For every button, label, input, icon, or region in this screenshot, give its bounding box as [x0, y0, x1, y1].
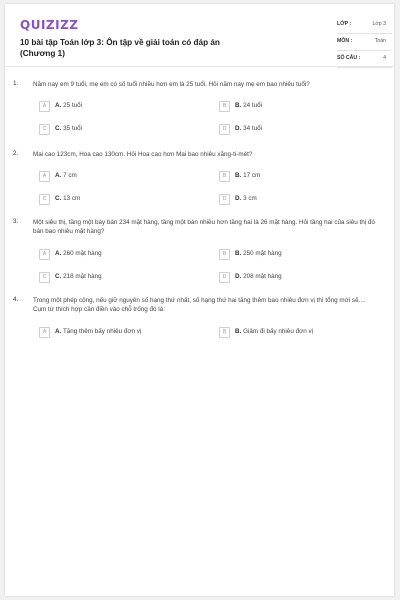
meta-value: Toán	[374, 38, 386, 44]
option-key: B.	[235, 172, 242, 179]
answer-option-c[interactable]	[39, 124, 209, 134]
meta-label: SỐ CÂU :	[337, 55, 361, 61]
option-letter-box: B	[219, 327, 230, 338]
worksheet-title: 10 bài tập Toán lớp 3: Ôn tập về giải toán có đáp án (Chương 1)	[20, 38, 220, 58]
answer-option-c[interactable]	[39, 194, 209, 204]
question-text: Trong một phép cộng, nếu giữ nguyên số hạng thứ nhất, số hạng thứ hai tăng thêm bao nhiêu đơn vị thì tổng mới sẽ.... Cụm từ thích hợp cần điền vào chỗ trống đó là:	[33, 297, 366, 313]
option-text: 208 mặt hàng	[243, 273, 282, 280]
option-letter-box: C	[39, 194, 50, 205]
answer-option-d[interactable]	[219, 124, 389, 134]
option-letter-box: B	[219, 249, 230, 260]
option-letter-box: B	[219, 101, 230, 112]
option-key: B.	[235, 328, 242, 335]
question-text: Năm nay em 9 tuổi, mẹ em có số tuổi nhiều hơn em là 25 tuổi. Hỏi năm nay mẹ em bao nhiêu tuổi?	[33, 81, 310, 88]
meta-value: Lớp 3	[372, 21, 386, 27]
quizizz-logo: QUIZIZZ	[20, 18, 79, 32]
option-key: D.	[235, 195, 242, 202]
option-key: D.	[235, 125, 242, 132]
question-number: 1.	[13, 80, 19, 87]
answer-option-a[interactable]	[39, 101, 209, 111]
answer-option-b[interactable]	[219, 249, 389, 259]
option-text: 3 cm	[243, 195, 257, 202]
option-letter-box: D	[219, 124, 230, 135]
worksheet-meta	[337, 19, 392, 70]
option-key: C.	[55, 125, 62, 132]
option-letter-box: A	[39, 249, 50, 260]
answer-option-a[interactable]	[39, 171, 209, 181]
option-key: A.	[55, 172, 62, 179]
option-letter-box: B	[219, 171, 230, 182]
meta-label: LỚP :	[337, 21, 352, 27]
option-text: 17 cm	[243, 172, 261, 179]
meta-label: MÔN :	[337, 38, 353, 44]
meta-row-subject	[337, 36, 392, 51]
option-text: 250 mặt hàng	[243, 250, 282, 257]
option-letter-box: A	[39, 171, 50, 182]
option-text: Tăng thêm bấy nhiêu đơn vị	[62, 328, 142, 335]
option-text: Giảm đi bấy nhiêu đơn vị	[243, 328, 313, 335]
option-key: A.	[55, 328, 62, 335]
question-text: Mai cao 123cm, Hoa cao 130cm. Hỏi Hoa cao hơn Mai bao nhiêu xăng-ti-mét?	[33, 151, 253, 158]
option-letter-box: A	[39, 101, 50, 112]
option-key: C.	[55, 273, 62, 280]
answer-option-a[interactable]	[39, 249, 209, 259]
option-key: B.	[235, 250, 242, 257]
worksheet-page	[5, 4, 394, 596]
option-text: 13 cm	[63, 195, 81, 202]
option-text: 7 cm	[63, 172, 77, 179]
meta-value: 4	[383, 55, 386, 61]
option-text: 260 mặt hàng	[63, 250, 102, 257]
answer-option-b[interactable]	[219, 101, 389, 111]
option-letter-box: A	[39, 327, 50, 338]
question-text: Một siêu thị, tầng một bày bán 234 mặt hàng, tầng một bán nhiều hơn tầng hai là 26 mặt hàng. Hỏi tầng hai của siêu thị đó bán bao nhiêu mặt hàng?	[33, 219, 375, 235]
option-text: 35 tuổi	[63, 125, 82, 132]
option-text: 218 mặt hàng	[63, 273, 102, 280]
option-key: D.	[235, 273, 242, 280]
option-text: 24 tuổi	[243, 102, 262, 109]
answer-option-d[interactable]	[219, 194, 389, 204]
option-key: B.	[235, 102, 242, 109]
answer-option-c[interactable]	[39, 272, 209, 282]
option-key: C.	[55, 195, 62, 202]
answer-option-b[interactable]	[219, 327, 389, 337]
option-letter-box: D	[219, 272, 230, 283]
answer-option-d[interactable]	[219, 272, 389, 282]
question-number: 2.	[13, 150, 19, 157]
option-letter-box: D	[219, 194, 230, 205]
option-letter-box: C	[39, 272, 50, 283]
answer-option-a[interactable]	[39, 327, 209, 337]
option-key: A.	[55, 102, 62, 109]
meta-row-grade	[337, 19, 392, 34]
question-number: 3.	[13, 218, 19, 225]
question-number: 4.	[13, 296, 19, 303]
option-text: 34 tuổi	[243, 125, 262, 132]
header-divider	[5, 66, 394, 67]
option-letter-box: C	[39, 124, 50, 135]
answer-option-b[interactable]	[219, 171, 389, 181]
option-text: 25 tuổi	[63, 102, 82, 109]
option-key: A.	[55, 250, 62, 257]
